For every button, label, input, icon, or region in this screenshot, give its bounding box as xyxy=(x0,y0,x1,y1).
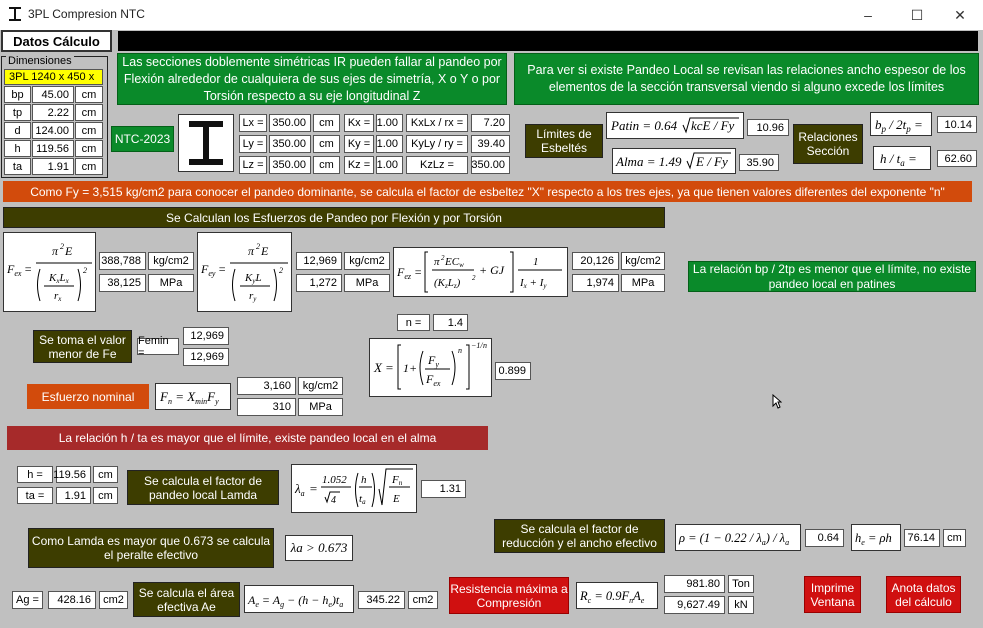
femin-value-2: 12,969 xyxy=(183,348,229,366)
lx-unit: cm xyxy=(313,114,340,132)
kyly-label: KyLy / ry = xyxy=(406,135,468,153)
svg-text:he = ρh: $h_e = \rho h$ xyxy=(855,531,892,547)
fey-unit-2: MPa xyxy=(344,274,390,292)
femin-label: Femin = xyxy=(137,338,179,355)
svg-text:Patin = 0.64: Patin = 0.64 xyxy=(611,118,678,133)
h-formula xyxy=(873,146,931,170)
dimension-input[interactable]: 45.00 xyxy=(32,86,74,103)
ky-input[interactable]: 1.00 xyxy=(376,135,403,153)
svg-text:1+: 1+ xyxy=(403,361,418,375)
lz-label: Lz = xyxy=(239,156,267,174)
svg-text:E / Fy: E / Fy xyxy=(696,154,728,169)
femin-value-1: 12,969 xyxy=(183,327,229,345)
dimension-label: ta xyxy=(4,158,31,175)
he-value: 76.14 xyxy=(904,529,940,547)
kxlx-value: 7.20 xyxy=(471,114,510,132)
rc-kn: 9,627.49 xyxy=(664,596,725,614)
svg-text:2: 2 xyxy=(60,242,64,251)
fex-unit-1: kg/cm2 xyxy=(148,252,194,270)
svg-text:Fy: $F_y$ xyxy=(428,353,439,369)
n-label: n = xyxy=(397,314,430,331)
note-alma: La relación h / ta es mayor que el límite, existe pandeo local en el alma xyxy=(7,426,488,450)
reduccion-label: Se calcula el factor de reducción y el ancho efectivo xyxy=(494,519,665,553)
svg-text:ta: ta xyxy=(359,493,366,506)
fez-unit-2: MPa xyxy=(621,274,665,292)
lz-unit: cm xyxy=(313,156,340,174)
fez-formula xyxy=(393,247,568,297)
svg-text:Alma = 1.49: Alma = 1.49 xyxy=(616,154,682,169)
peralte-label: Como Lamda es mayor que 0.673 se calcula el peralte efectivo xyxy=(28,528,274,568)
svg-text:ECw: ECw xyxy=(445,256,464,269)
he-unit: cm xyxy=(943,529,966,547)
rho-value: 0.64 xyxy=(805,529,844,547)
ae-formula xyxy=(244,585,354,613)
i-section-icon xyxy=(178,114,234,172)
limites-label: Límites de Esbeltés xyxy=(525,124,603,158)
dimension-unit: cm xyxy=(75,158,103,175)
window-title: 3PL Compresion NTC xyxy=(28,7,145,21)
svg-text:KyL: KyL xyxy=(245,272,262,285)
dimension-unit: cm xyxy=(75,140,103,157)
ly-label: Ly = xyxy=(239,135,267,153)
fn-unit-1: kg/cm2 xyxy=(298,377,343,395)
nominal-label: Esfuerzo nominal xyxy=(27,384,149,409)
rho-formula xyxy=(675,524,801,551)
fez-unit-1: kg/cm2 xyxy=(621,252,665,270)
kzlz-value: 350.00 xyxy=(471,156,510,174)
app-icon xyxy=(8,6,22,22)
dimensions-legend: Dimensiones xyxy=(8,55,72,67)
bp-value: 10.14 xyxy=(937,116,977,133)
svg-text:n: n xyxy=(458,346,462,355)
svg-text:KxLx: KxLx xyxy=(49,272,69,285)
ag-label: Ag = xyxy=(12,591,43,609)
fn-formula xyxy=(155,383,231,410)
lz-input[interactable]: 350.00 xyxy=(269,156,311,174)
rc-formula xyxy=(576,582,658,609)
kxlx-label: KxLx / rx = xyxy=(406,114,468,132)
svg-text:E: E xyxy=(393,493,400,505)
svg-text:=: = xyxy=(24,262,33,276)
patin-formula xyxy=(606,112,744,139)
fy-note: Como Fy = 3,515 kg/cm2 para conocer el pandeo dominante, se calcula el factor de esbeltez "X" respecto a los tres ejes, ya que tienen valores diferentes del exponente "n" xyxy=(3,181,972,202)
fez-kgcm2: 20,126 xyxy=(572,252,619,270)
fey-formula xyxy=(197,232,292,312)
h-input: 119.56 xyxy=(56,466,91,483)
fez-mpa: 1,974 xyxy=(572,274,619,292)
dimension-unit: cm xyxy=(75,104,103,121)
svg-text:=: = xyxy=(218,262,227,276)
rc-unit-1: Ton xyxy=(728,575,754,593)
minimize-button[interactable]: – xyxy=(864,7,872,23)
datos-calculo-button[interactable]: Datos Cálculo xyxy=(1,30,112,52)
ta-input: 1.91 xyxy=(56,487,91,504)
ly-input[interactable]: 350.00 xyxy=(269,135,311,153)
note-pandeo-local: Para ver si existe Pandeo Local se revisan las relaciones ancho espesor de los elementos de la sección transversal viendo si alguno excede los límites xyxy=(514,53,979,105)
h-value: 62.60 xyxy=(937,150,977,167)
patin-value: 10.96 xyxy=(747,119,789,136)
svg-text:ρ = (1 − 0.22 / λa) / λa: $\rho = (1 - 0.22 / \lambda_a) / \lambda_a$ xyxy=(679,531,790,547)
svg-text:2: 2 xyxy=(256,242,260,251)
svg-text:bp / 2tp =: $b_p / 2t_p$ = xyxy=(875,117,923,134)
dimension-input[interactable]: 124.00 xyxy=(32,122,74,139)
kz-input[interactable]: 1.00 xyxy=(376,156,403,174)
svg-text:Ae = Ag − (h − he)ta: $A_e = A_g - (h - h_e)t_a$ xyxy=(248,593,344,609)
svg-text:Fez: $F_{ez}$ xyxy=(397,265,412,281)
maximize-button[interactable]: ☐ xyxy=(910,7,924,23)
svg-text:rx: rx xyxy=(54,290,62,303)
x-formula xyxy=(369,338,492,397)
lx-input[interactable]: 350.00 xyxy=(269,114,311,132)
header-bar xyxy=(118,31,978,51)
fex-mpa: 38,125 xyxy=(99,274,146,292)
svg-text:1.052: 1.052 xyxy=(322,474,347,486)
dimension-input[interactable]: 2.22 xyxy=(32,104,74,121)
fex-kgcm2: 388,788 xyxy=(99,252,146,270)
svg-text:X: X xyxy=(374,360,382,375)
lamda-formula xyxy=(291,464,417,513)
fn-mpa: 310 xyxy=(237,398,296,416)
alma-formula xyxy=(612,148,736,174)
fe-menor-label: Se toma el valor menor de Fe xyxy=(33,330,132,363)
kz-label: Kz = xyxy=(344,156,374,174)
svg-text:=: = xyxy=(414,265,423,279)
svg-text:=: = xyxy=(385,360,394,375)
svg-text:Fn: Fn xyxy=(392,474,403,487)
ta-label: ta = xyxy=(17,487,53,504)
rc-ton: 981.80 xyxy=(664,575,725,593)
note-patines: La relación bp / 2tp es menor que el límite, no existe pandeo local en patines xyxy=(688,261,976,292)
n-input[interactable]: 1.4 xyxy=(433,314,468,331)
svg-text:λa: $\lambda_a$ xyxy=(295,481,305,498)
dimension-unit: cm xyxy=(75,86,103,103)
lamda-label: Se calcula el factor de pandeo local Lamda xyxy=(127,470,279,505)
h-label: h = xyxy=(17,466,53,483)
fey-unit-1: kg/cm2 xyxy=(344,252,390,270)
lx-label: Lx = xyxy=(239,114,267,132)
relaciones-label: Relaciones Sección xyxy=(793,124,863,164)
fn-kgcm2: 3,160 xyxy=(237,377,296,395)
svg-text:1: 1 xyxy=(533,256,539,268)
svg-text:(KzLz): (KzLz) xyxy=(434,277,461,290)
svg-text:π: π xyxy=(52,244,59,258)
svg-text:h / ta =: h / $t_a$ = xyxy=(880,151,917,168)
alma-value: 35.90 xyxy=(739,154,779,171)
dimension-label: d xyxy=(4,122,31,139)
ly-unit: cm xyxy=(313,135,340,153)
svg-text:π: π xyxy=(248,244,255,258)
svg-text:+ GJ: + GJ xyxy=(479,263,505,277)
lamda-value: 1.31 xyxy=(421,480,466,498)
svg-text:n: n xyxy=(483,341,487,350)
ae-value: 345.22 xyxy=(358,591,405,609)
esfuerzos-header: Se Calculan los Esfuerzos de Pandeo por Flexión y por Torsión xyxy=(3,207,665,228)
dimension-label: bp xyxy=(4,86,31,103)
fex-unit-2: MPa xyxy=(148,274,194,292)
lamda-condition: λa > 0.673 xyxy=(285,535,353,561)
close-button[interactable]: ✕ xyxy=(954,7,966,23)
dimension-label: tp xyxy=(4,104,31,121)
svg-text:−1/: −1/ xyxy=(471,341,483,350)
svg-text:Fex: $F_{ex}$ xyxy=(7,262,22,278)
he-formula xyxy=(851,524,901,551)
anota-datos-button[interactable]: Anota datos del cálculo xyxy=(886,576,961,613)
ta-unit: cm xyxy=(93,487,118,504)
profile-label: 3PL 1240 x 450 x xyxy=(4,69,103,85)
h-unit: cm xyxy=(93,466,118,483)
x-value: 0.899 xyxy=(495,362,531,380)
svg-text:kcE / Fy: kcE / Fy xyxy=(691,118,735,133)
mouse-cursor-icon xyxy=(772,394,782,409)
fn-unit-2: MPa xyxy=(298,398,343,416)
svg-text:Fn = XminFy: $F_n = X_{min}F_y$ xyxy=(160,389,219,406)
ag-unit: cm2 xyxy=(99,591,128,609)
ae-unit: cm2 xyxy=(408,591,438,609)
note-pandeo-global: Las secciones doblemente simétricas IR pueden fallar al pandeo por Flexión alrededor de cualquiera de sus ejes de simetría, X o Y o por Torsión respecto a su eje longitudinal Z xyxy=(117,53,507,105)
svg-text:Fey: $F_{ey}$ xyxy=(201,262,216,278)
svg-text:h: h xyxy=(361,474,367,486)
dimension-unit: cm xyxy=(75,122,103,139)
svg-text:E: E xyxy=(261,244,269,258)
svg-text:ry: ry xyxy=(249,290,257,303)
svg-text:2: 2 xyxy=(279,266,283,275)
kx-label: Kx = xyxy=(344,114,374,132)
fey-kgcm2: 12,969 xyxy=(296,252,342,270)
svg-text:2: 2 xyxy=(472,274,476,282)
resistencia-label: Resistencia máxima a Compresión xyxy=(449,577,569,614)
svg-text:2: 2 xyxy=(441,254,445,262)
imprime-ventana-button[interactable]: Imprime Ventana xyxy=(804,576,861,613)
ag-value: 428.16 xyxy=(48,591,96,609)
title-bar xyxy=(0,0,983,30)
bp-formula xyxy=(870,112,932,136)
svg-text:Ix + Iy: Ix + Iy xyxy=(520,277,547,290)
svg-text:=: = xyxy=(309,481,318,496)
rc-unit-2: kN xyxy=(728,596,754,614)
kzlz-label: KzLz = xyxy=(406,156,468,174)
ky-label: Ky = xyxy=(344,135,374,153)
svg-text:Fex: $F_{ex}$ xyxy=(426,372,441,388)
svg-text:2: 2 xyxy=(83,266,87,275)
kyly-value: 39.40 xyxy=(471,135,510,153)
svg-text:π: π xyxy=(434,256,440,268)
svg-text:4: 4 xyxy=(331,495,336,506)
area-label: Se calcula el área efectiva Ae xyxy=(133,582,240,617)
kx-input[interactable]: 1.00 xyxy=(376,114,403,132)
dimension-input[interactable]: 119.56 xyxy=(32,140,74,157)
dimension-input[interactable]: 1.91 xyxy=(32,158,74,175)
dimension-label: h xyxy=(4,140,31,157)
norma-label: NTC-2023 xyxy=(111,126,174,152)
fex-formula xyxy=(3,232,96,312)
svg-text:E: E xyxy=(65,244,73,258)
svg-text:Rc = 0.9FnAe: $R_c = 0.9F_nA_e$ xyxy=(580,589,645,605)
fey-mpa: 1,272 xyxy=(296,274,342,292)
